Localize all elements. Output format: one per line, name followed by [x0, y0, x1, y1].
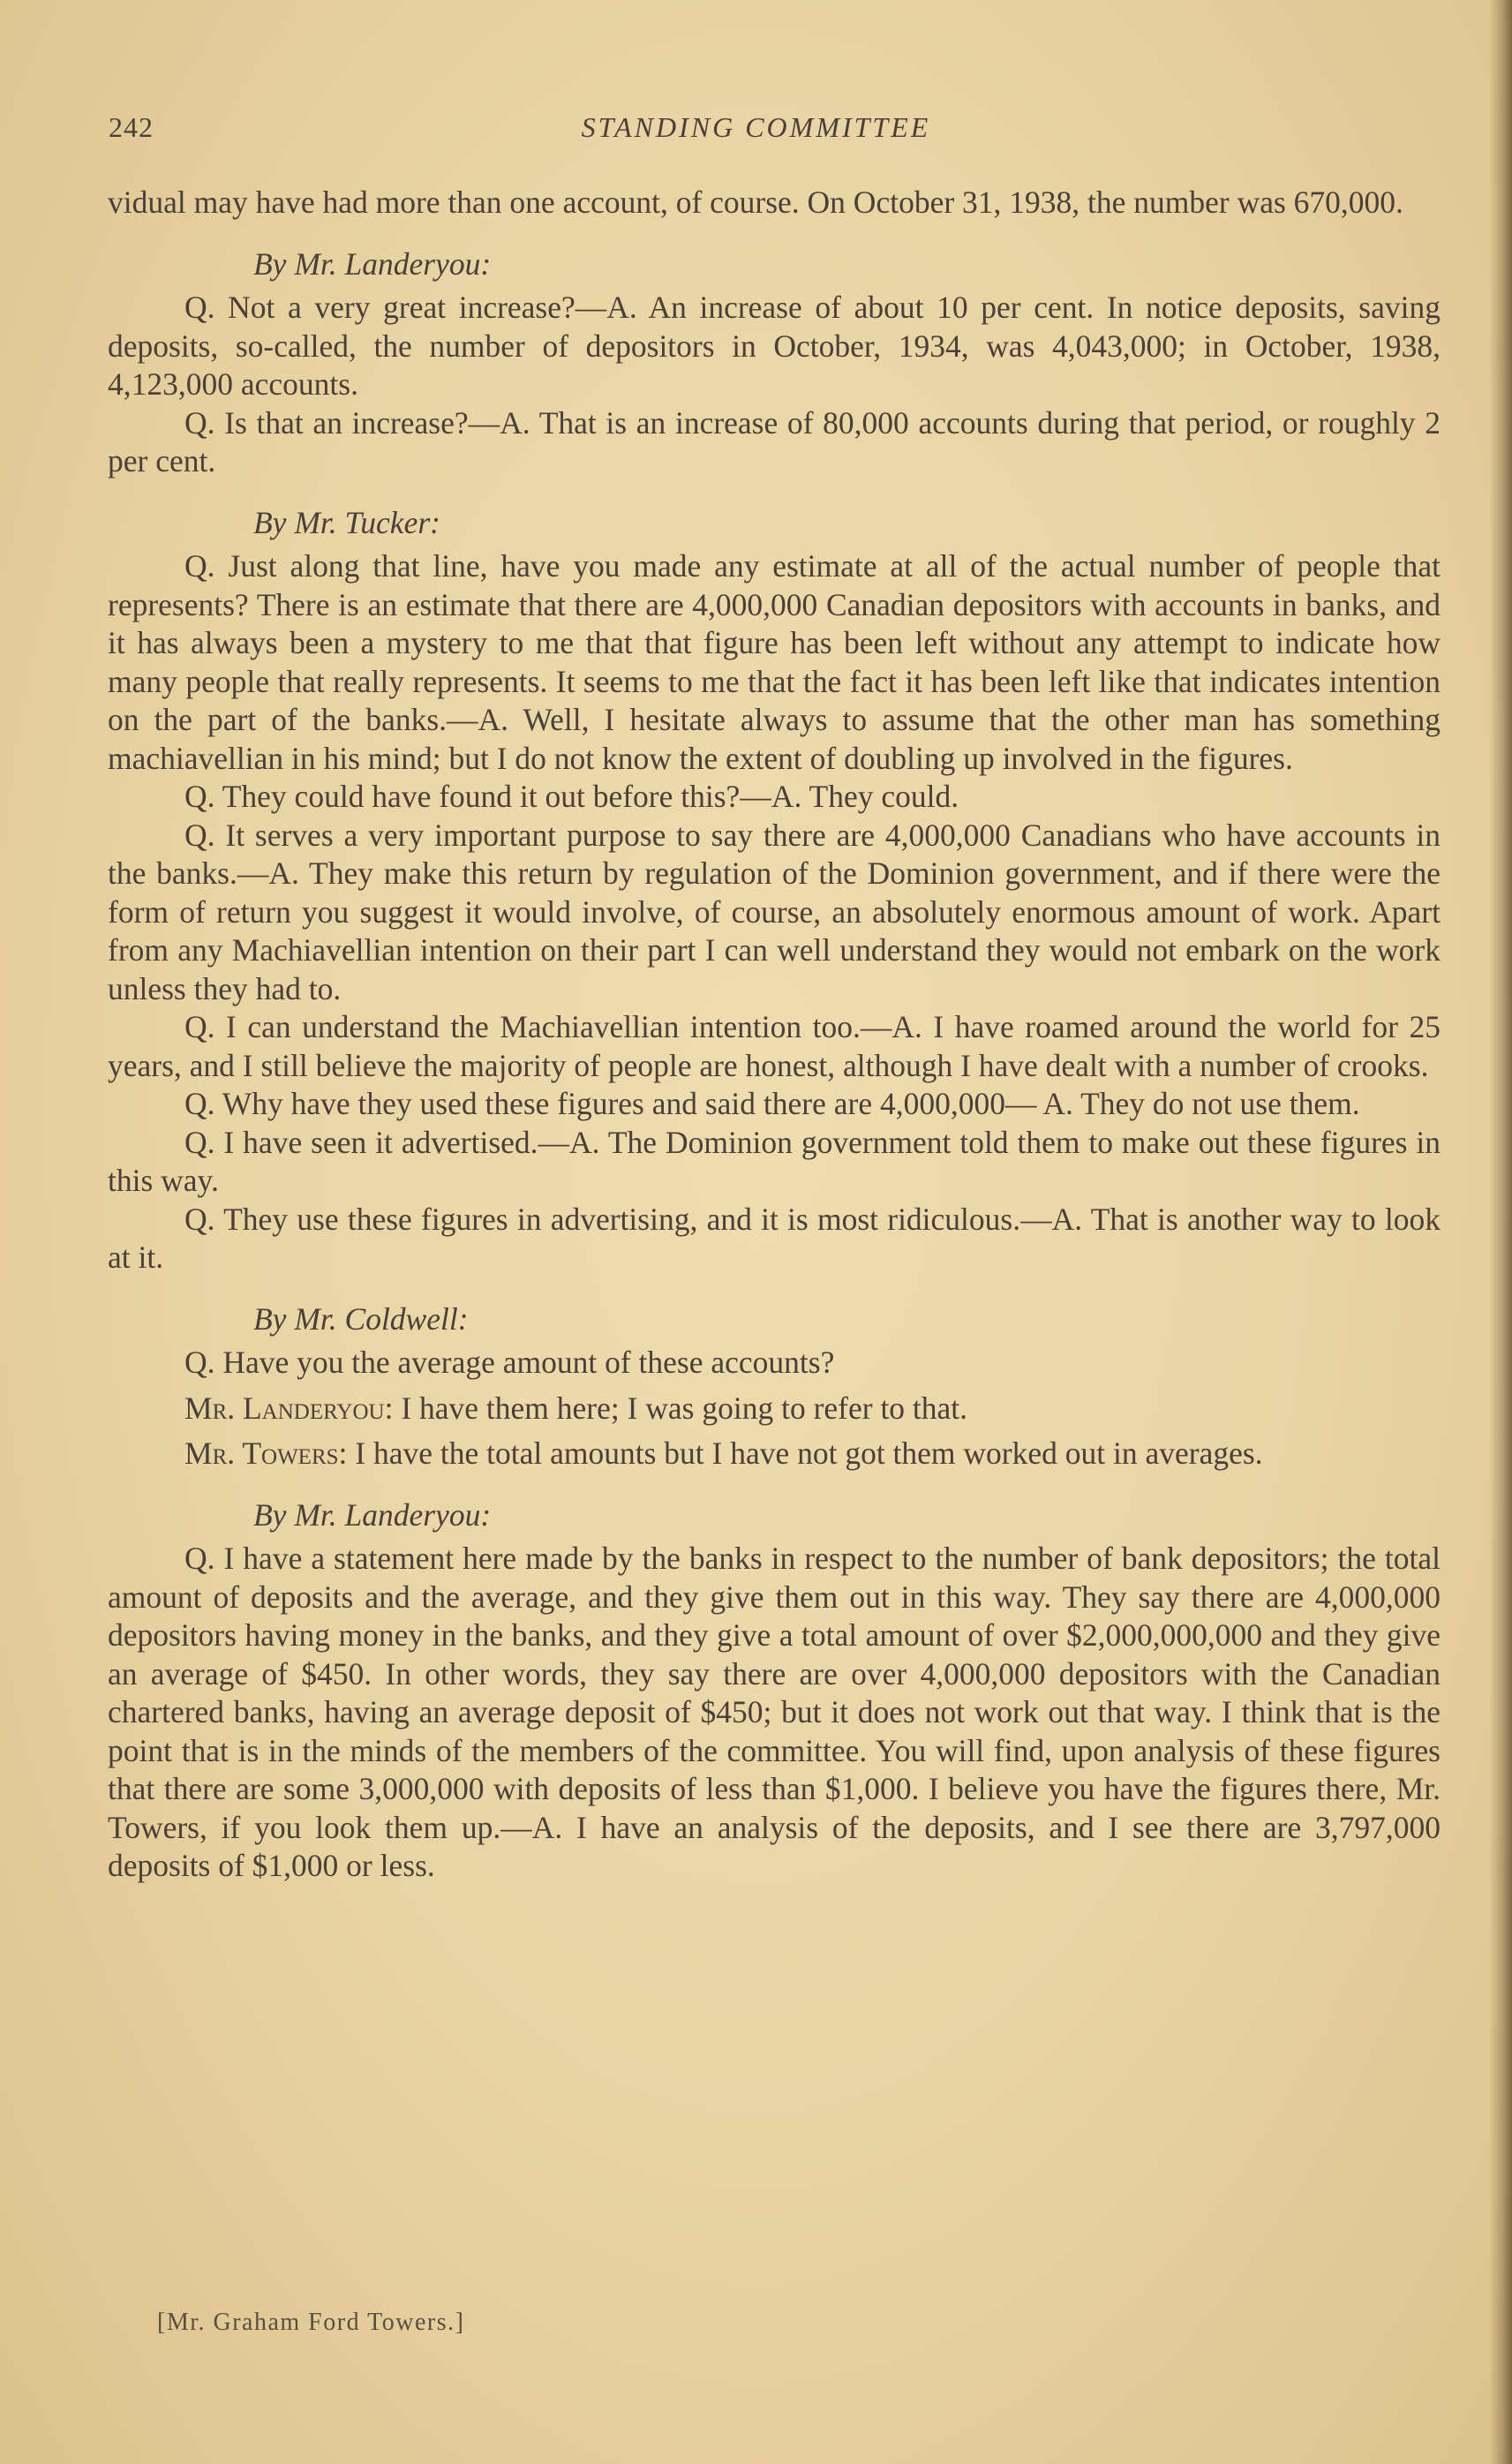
speaker-name: Mr. Landeryou — [184, 1390, 385, 1426]
statement-paragraph — [108, 1390, 1441, 1428]
qa-paragraph: Q. Just along that line, have you made any estimate at all of the actual number of people that represents? There is an estimate that there are 4,000,000 Canadian depositors with accounts in banks, and it has always been a mystery to me that that figure has been left without any attempt to indicate how many people that really represents. It seems to me that the fact it has been left like that indicates intention on the part of the banks.—A. Well, I hesitate always to assume that the other man has something machiavellian in his mind; but I do not know the extent of doubling up involved in the figures. — [108, 548, 1441, 776]
running-head: STANDING COMMITTEE — [581, 111, 931, 143]
qa-paragraph: Q. Why have they used these figures and said there are 4,000,000— A. They do not use them. — [184, 1086, 1360, 1121]
qa-paragraph: Q. I have seen it advertised.—A. The Dominion government told them to make out these figures in this way. — [108, 1124, 1441, 1198]
qa-paragraph: Q. Is that an increase?—A. That is an increase of 80,000 accounts during that period, or roughly 2 per cent. — [108, 404, 1441, 478]
qa-paragraph: Q. I have a statement here made by the banks in respect to the number of bank depositors; the total amount of deposits and the average, and they give them out in this way. They say there are 4,000,000 depositors having money in the banks, and they give a total amount of over $2,000,000,000 and they give an average of $450. In other words, they say there are over 4,000,000 depositors with the Canadian chartered banks, having an average deposit of $450; but it does not work out that way. I think that is the point that is in the minds of the members of the committee. You will find, upon analysis of these figures that there are some 3,000,000 with deposits of less than $1,000. I believe you have the figures there, Mr. Towers, if you look them up.—A. I have an analysis of the deposits, and I see there are 3,797,000 deposits of $1,000 or less. — [108, 1541, 1441, 1883]
speaker-name: Mr. Towers — [184, 1435, 339, 1471]
speaker-heading: By Mr. Landeryou: — [253, 245, 492, 282]
qa-paragraph: Q. They could have found it out before this?—A. They could. — [184, 779, 959, 814]
statement-text: : I have the total amounts but I have not got them worked out in averages. — [338, 1435, 1263, 1471]
page-edge-shadow — [1489, 0, 1512, 2464]
statement-paragraph — [108, 1435, 1441, 1473]
paragraph-continuation: vidual may have had more than one account, of course. On October 31, 1938, the number was 670,000. — [108, 185, 1403, 220]
speaker-heading: By Mr. Tucker: — [253, 504, 440, 540]
page-number: 242 — [109, 111, 154, 143]
statement-text: : I have them here; I was going to refer to that. — [384, 1390, 968, 1426]
speaker-heading: By Mr. Landeryou: — [253, 1496, 492, 1533]
qa-paragraph: Q. They use these figures in advertising, and it is most ridiculous.—A. That is another way to look at it. — [108, 1201, 1441, 1275]
speaker-heading: By Mr. Coldwell: — [253, 1300, 469, 1337]
page-body — [108, 184, 1441, 1886]
qa-paragraph: Q. I can understand the Machiavellian intention too.—A. I have roamed around the world for 25 years, and I still believe the majority of people are honest, although I have dealt with a number of crooks. — [108, 1009, 1441, 1083]
qa-paragraph: Q. Have you the average amount of these accounts? — [184, 1345, 835, 1380]
qa-paragraph: Q. Not a very great increase?—A. An increase of about 10 per cent. In notice deposits, saving deposits, so-called, the number of depositors in October, 1934, was 4,043,000; in October, 1938, 4,123,000 accounts. — [108, 290, 1441, 402]
qa-paragraph: Q. It serves a very important purpose to say there are 4,000,000 Canadians who have accounts in the banks.—A. They make this return by regulation of the Dominion government, and if there were the form of return you suggest it would involve, of course, an absolutely enormous amount of work. Apart from any Machiavellian intention on their part I can well understand they would not embark on the work unless they had to. — [108, 817, 1441, 1006]
witness-footer: [Mr. Graham Ford Towers.] — [157, 2309, 465, 2336]
